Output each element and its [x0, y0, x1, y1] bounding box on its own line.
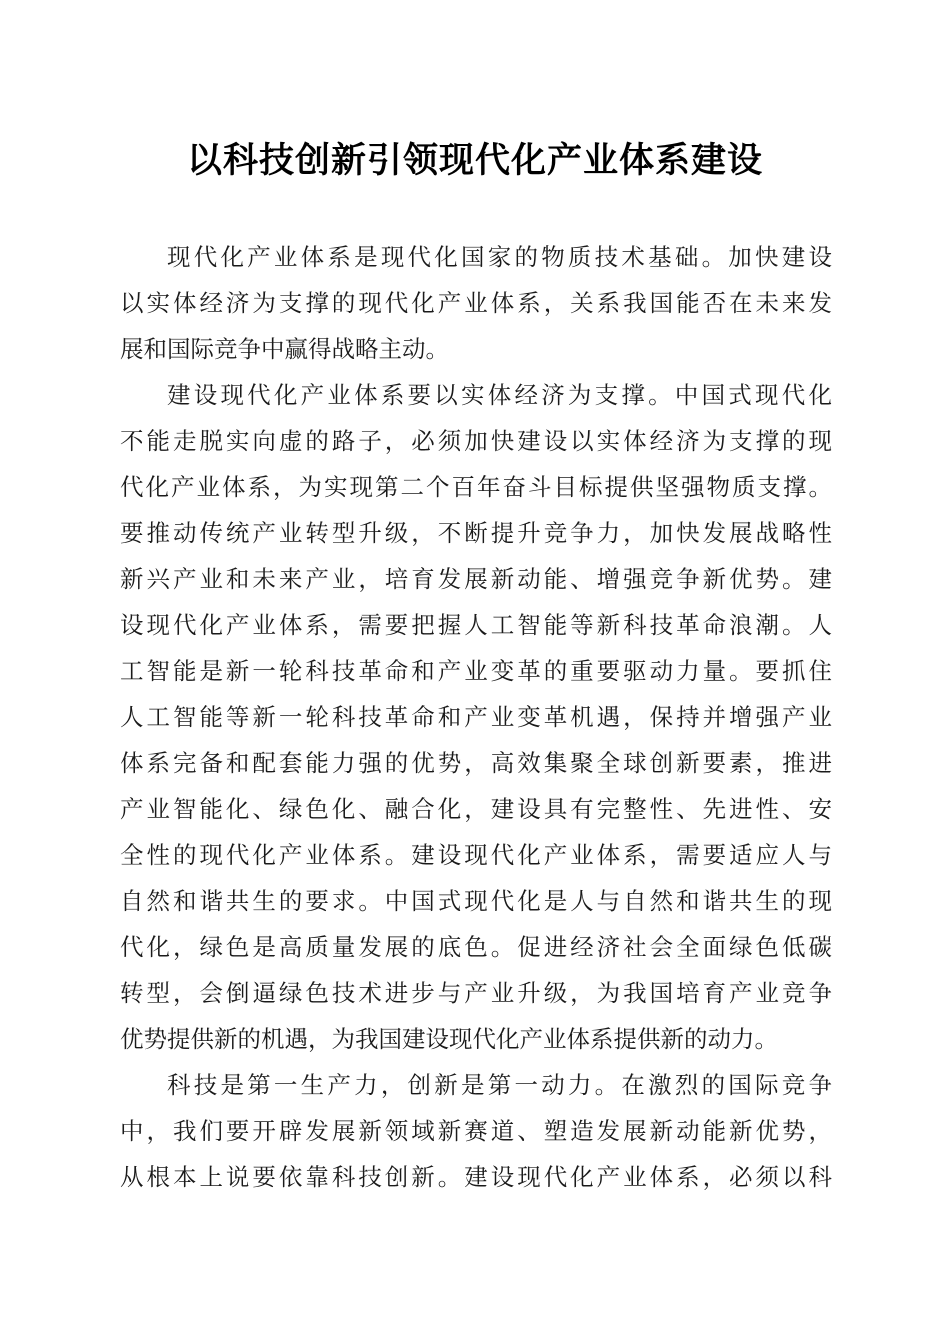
paragraph-line: 新兴产业和未来产业，培育发展新动能、增强竞争新优势。建: [120, 565, 832, 593]
paragraph-line: 以实体经济为支撑的现代化产业体系，关系我国能否在未来发: [120, 289, 832, 317]
paragraph-line: 展和国际竞争中赢得战略主动。: [120, 335, 449, 363]
paragraph-line: 从根本上说要依靠科技创新。建设现代化产业体系，必须以科: [120, 1163, 832, 1191]
paragraph-line: 转型，会倒逼绿色技术进步与产业升级，为我国培育产业竞争: [120, 979, 832, 1007]
paragraph-line: 自然和谐共生的要求。中国式现代化是人与自然和谐共生的现: [120, 887, 832, 915]
paragraph-line: 设现代化产业体系，需要把握人工智能等新科技革命浪潮。人: [120, 611, 832, 639]
paragraph-line: 要推动传统产业转型升级，不断提升竞争力，加快发展战略性: [120, 519, 832, 547]
paragraph-line: 建设现代化产业体系要以实体经济为支撑。中国式现代化: [167, 381, 832, 409]
paragraph-line: 中，我们要开辟发展新领域新赛道、塑造发展新动能新优势，: [120, 1117, 832, 1145]
paragraph-line: 体系完备和配套能力强的优势，高效集聚全球创新要素，推进: [120, 749, 832, 777]
paragraph-line: 工智能是新一轮科技革命和产业变革的重要驱动力量。要抓住: [120, 657, 832, 685]
paragraph-line: 代化，绿色是高质量发展的底色。促进经济社会全面绿色低碳: [120, 933, 832, 961]
paragraph-line: 科技是第一生产力，创新是第一动力。在激烈的国际竞争: [167, 1071, 832, 1099]
paragraph-line: 现代化产业体系是现代化国家的物质技术基础。加快建设: [167, 243, 832, 271]
document-title: 以科技创新引领现代化产业体系建设: [186, 140, 763, 181]
paragraph-line: 人工智能等新一轮科技革命和产业变革机遇，保持并增强产业: [120, 703, 832, 731]
paragraph-line: 产业智能化、绿色化、融合化，建设具有完整性、先进性、安: [120, 795, 832, 823]
paragraph-line: 代化产业体系，为实现第二个百年奋斗目标提供坚强物质支撑。: [120, 473, 832, 501]
paragraph-line: 全性的现代化产业体系。建设现代化产业体系，需要适应人与: [120, 841, 832, 869]
paragraph-line: 优势提供新的机遇，为我国建设现代化产业体系提供新的动力。: [120, 1025, 778, 1053]
document-body: [120, 234, 832, 1200]
paragraph-line: 不能走脱实向虚的路子，必须加快建设以实体经济为支撑的现: [120, 427, 832, 455]
